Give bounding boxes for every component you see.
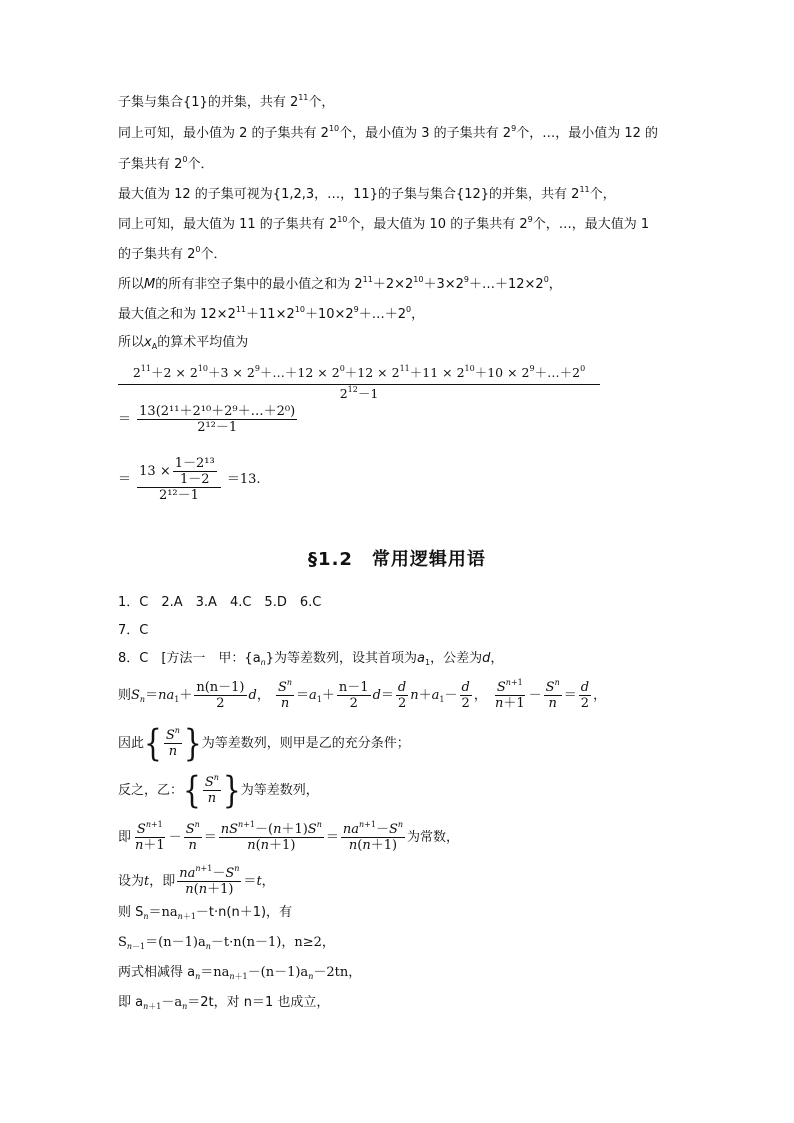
mean-fraction: [118, 364, 600, 403]
text-line-2: 同上可知，最小值为 2 的子集共有 $2^{10}$个，最小值为 3 的子集共有 $2^9$个，…，最小值为 12 的: [118, 124, 658, 141]
derivation-line-9: 即 $a_{n+1}-a_n=2t$，对 n＝1 也成立，: [118, 995, 330, 1011]
derivation-line-3: 反之，乙：{ $\frac{S^n}{n}$ }为等差数列，: [118, 768, 319, 812]
derivation-line-7: $S_{n-1}=(n-1)a_n-t\cdot n(n-1)$，n≥2，: [118, 935, 335, 951]
text-line-4: 最大值为 12 的子集可视为{1,2,3，…，11}的子集与集合{12}的并集，共有 $2^{11}$个，: [118, 185, 616, 202]
text-line-7: 所以M的所有非空子集中的最小值之和为 $2^{11}+2\times 2^{10}+3\times 2^9+\dots+12\times 2^0$，: [118, 275, 562, 292]
answer-8-line: 8．C [方法一 甲：$\{a_n\}$为等差数列，设其首项为$a_1$，公差为d，: [118, 651, 504, 667]
mean-fraction-denominator: $2^{12}-1$: [339, 385, 379, 401]
answers-line-7: 7．C: [118, 623, 149, 638]
text-line-6: 的子集共有 $2^0$个．: [118, 245, 227, 262]
text-line-9: 所以$x_A$的算术平均值为: [118, 335, 249, 351]
text-line-5: 同上可知，最大值为 11 的子集共有 $2^{10}$个，最大值为 10 的子集共有 $2^9$个，…，最大值为 1: [118, 215, 650, 232]
derivation-line-5: 设为t，即 $\frac{na^{n+1}-S^n}{n(n+1)}$ ＝t，: [118, 864, 275, 897]
step-3-inner-fraction: $\frac{\text{1－2¹³}}{1-2}$: [174, 456, 215, 487]
derivation-line-4: 即 $\frac{S^{n+1}}{n+1}$ － $\frac{S^n}{n}$ ＝ $\frac{nS^{n+1}-(n+1)S^n}{n(n+1)}$ ＝ $\frac{na^{n+1}-S^n}{n(n+1)}$ 为常数，: [118, 820, 460, 853]
derivation-line-2: 因此{ $\frac{S^n}{n}$ }为等差数列，则甲是乙的充分条件；: [118, 721, 410, 765]
step-3-fraction: 13 × $\frac{\text{1－2¹³}}{1-2}$ 2¹²－1: [137, 456, 221, 503]
text-line-8: 最大值之和为 $12\times 2^{11}+11\times 2^{10}+10\times 2^9+\dots+2^0$，: [118, 305, 425, 322]
derivation-line-8: 两式相减得 $a_n=na_{n+1}-(n-1)a_n-2tn$，: [118, 965, 362, 981]
mean-fraction-numerator: $2^{11}+2 \times 2^{10}+3$ × $2^9+\dots+12 \times 2^0+12 \times 2^{11}+11 \times 2^{10}+10$ × $2^9+\dots+2^0$: [118, 364, 600, 385]
text-line-3: 子集共有 $2^0$个．: [118, 155, 214, 172]
step-2-equation: ＝ $\frac{\text{13(2¹¹＋2¹⁰＋2⁹＋…＋2⁰)}}{\text{2¹²－1}}$: [118, 404, 296, 435]
section-heading: §1.2 常用逻辑用语: [308, 549, 486, 570]
step-3-equation: ＝ 13 × $\frac{\text{1－2¹³}}{1-2}$ 2¹²－1 ＝13.: [118, 456, 261, 503]
step-2-fraction: $\frac{\text{13(2¹¹＋2¹⁰＋2⁹＋…＋2⁰)}}{\text{2¹²－1}}$: [139, 404, 296, 435]
answers-line-1: 1．C 2.A 3.A 4.C 5.D 6.C: [118, 595, 322, 610]
derivation-line-6: 则 $S_n=na_{n+1}-t\cdot n(n+1)$，有: [118, 905, 293, 921]
text-line-1: 子集与集合{1}的并集，共有 $2^{11}$个，: [118, 93, 335, 110]
derivation-line-1: 则$S_n=na_1+$ $\frac{n(n-1)}{2}$ d， $\frac{S^n}{n}$ $=a_1+$ $\frac{n-1}{2}$ d＝ $\frac{d}{2}$ $n+a_1-$ $\frac{d}{2}$ ， $\frac{S^{n+1}}{n+1}$ － $\frac{S^n}{n}$ ＝ $\frac{d}{2}$ ，: [118, 678, 607, 711]
